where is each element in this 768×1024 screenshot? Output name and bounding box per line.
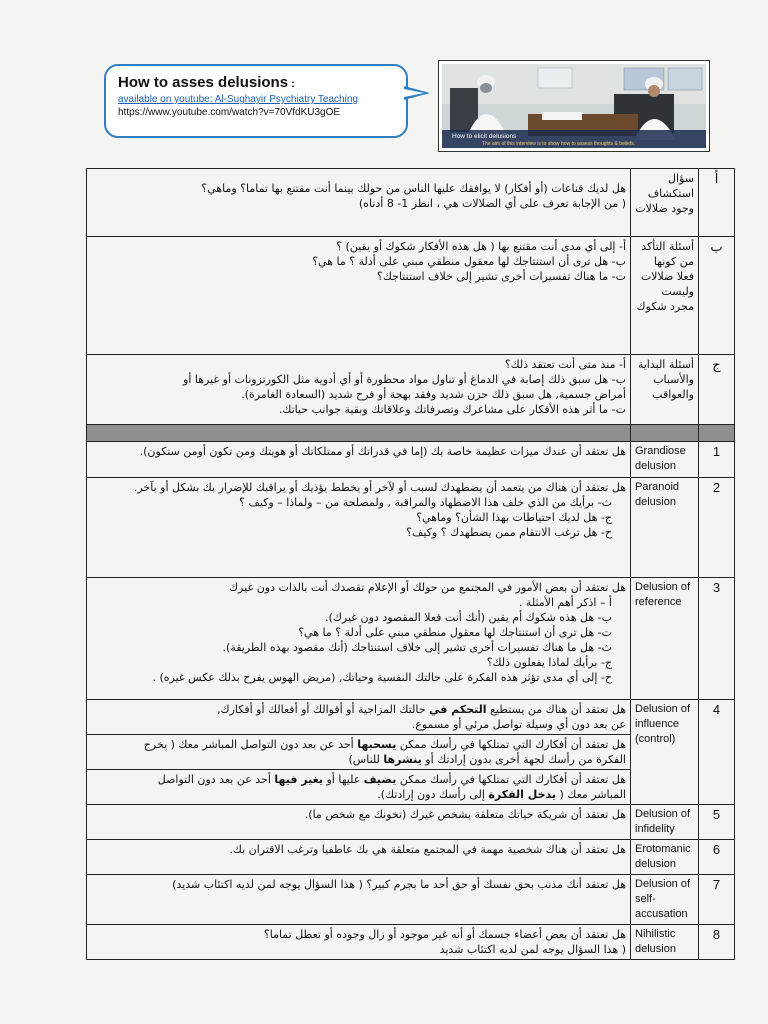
delusion-1-label: Grandiose delusion: [631, 442, 699, 478]
delusion-2-number: 2: [699, 478, 735, 578]
delusion-5-questions: هل تعتقد أن شريكة حياتك متعلقة بشخص غيرك (تخونك مع شخص ما).: [87, 805, 631, 840]
video-thumbnail[interactable]: [438, 60, 710, 152]
delusion-6-questions: هل تعتقد أن هناك شخصية مهمة في المجتمع متعلقة هي بك عاطفيا وترغب الاقتران بك.: [87, 840, 631, 875]
thumbnail-caption-title: How to elicit delusions: [452, 133, 517, 140]
delusion-3-number: 3: [699, 578, 735, 700]
section-b-label: أسئلة التأكد من كونها فعلا ضلالات وليست مجرد شكوك: [631, 237, 699, 355]
table-row: [87, 169, 735, 237]
delusion-5-label: Delusion of infidelity: [631, 805, 699, 840]
section-b-questions: أ- إلى أي مدى أنت مقتنع بها ( هل هذه الأفكار شكوك أو يقين) ؟ ب- هل ترى أن استنتاجك لها معقول منطقي مبني على أدلة ؟ ما هي؟ ت- ما هناك تفسيرات أخرى تشير إلى خلاف استنتاجك؟: [87, 237, 631, 355]
video-callout: [104, 64, 408, 138]
section-c-questions: أ- منذ متى أنت تعتقد ذلك؟ ب- هل سبق ذلك إصابة في الدماغ أو تناول مواد محظورة أو أي أدوية مثل الكورتزونات أو غيرها أو أمراض جسمية, هل سبق ذلك حزن شديد وفقد بهجة أو فرح شديد (السعادة الغامرة). ت- ما أثر هذه الأفكار على مشاعرك وتصرفاتك وعلاقاتك وبقية جوانب حياتك.: [87, 355, 631, 425]
delusion-7-number: 7: [699, 875, 735, 925]
delusion-8-label: Nihilistic delusion: [631, 925, 699, 960]
table-row: [87, 700, 735, 735]
table-row: [87, 925, 735, 960]
table-row: [87, 478, 735, 578]
delusion-6-label: Erotomanic delusion: [631, 840, 699, 875]
table-row: [87, 805, 735, 840]
delusion-1-number: 1: [699, 442, 735, 478]
delusion-2-questions: هل تعتقد أن هناك من يتعمد أن يضطهدك لسبب أو لآخر أو يخطط يؤذيك أو يراقبك للإضرار بك بشكل أو بآخر. ث- برأيك من الذي خلف هذا الاضطهاد والمراقبة , ولمصلحة من – ولماذا – وكيف ؟ ج- هل لديك احتياطات بهذا الشأن؟ وماهي؟ ح- هل ترغب الانتقام ممن يضطهدك ؟ وكيف؟: [87, 478, 631, 578]
table-row: [87, 237, 735, 355]
delusion-3-questions: هل تعتقد أن بعض الأمور في المجتمع من حولك أو الإعلام تقصدك أنت بالذات دون غيرك أ – اذكر أهم الأمثلة . ب- هل هذه شكوك أم يقين (أنك أنت فعلا المقصود دون غيرك). ت- هل ترى أن استنتاجك لها معقول منطقي مبني على أدلة ؟ ما هي؟ ث- هل ما هناك تفسيرات أخرى تشير إلى خلاف استنتاجك (أنك مقصود بهذه الطريقة). ج- برأيك لماذا يفعلون ذلك؟ ح- إلى أي مدى تؤثر هذه الفكرة على حالتك النفسية وحياتك, (مريض الهوس يفرح بذلك عكس غيره) .: [87, 578, 631, 700]
delusion-4a-questions: هل تعتقد أن هناك من يستطيع التحكم في حالتك المزاجية أو أقوالك أو أفعالك أو أفكارك, عن بعد دون أي وسيلة تواصل مرئي أو مسموع.: [87, 700, 631, 735]
video-url[interactable]: https://www.youtube.com/watch?v=70VfdKU3gOE: [118, 107, 341, 118]
interview-scene-image: [442, 64, 706, 148]
delusion-8-number: 8: [699, 925, 735, 960]
thumbnail-caption-subtitle: The aim of this interview is to show how to assess thoughts & beliefs.: [482, 141, 636, 147]
delusion-assessment-table: [86, 168, 735, 960]
table-row: [87, 442, 735, 478]
delusion-4c-questions: هل تعتقد أن أفكارك التي تمتلكها في رأسك ممكن يضيف عليها أو يغير فيها أحد عن بعد دون التواصل المباشر معك ( يدخل الفكرة إلى رأسك دون إرادتك).: [87, 770, 631, 805]
youtube-channel-link[interactable]: available on youtube: Al-Sughayir Psychiatry Teaching: [118, 94, 358, 105]
section-a-letter: أ: [699, 169, 735, 237]
divider-row: [87, 425, 735, 442]
section-a-label: سؤال استكشاف وجود ضلالات: [631, 169, 699, 237]
delusion-7-questions: هل تعتقد أنك مذنب بحق نفسك أو حق أحد ما بجرم كبير؟ ( هذا السؤال يوجه لمن لديه اكتئاب شديد): [87, 875, 631, 925]
delusion-4b-questions: هل تعتقد أن أفكارك التي تمتلكها في رأسك ممكن يسحبها أحد عن بعد دون التواصل المباشر معك ( يخرج الفكرة من رأسك لجهة أخرى بدون إرادتك أو ينشرها للناس): [87, 735, 631, 770]
delusion-4-label: Delusion of influence (control): [631, 700, 699, 805]
delusion-5-number: 5: [699, 805, 735, 840]
delusion-7-label: Delusion of self-accusation: [631, 875, 699, 925]
callout-title: How to asses delusions :: [118, 74, 295, 91]
section-c-label: أسئلة البداية والأسباب والعواقب: [631, 355, 699, 425]
delusion-2-label: Paranoid delusion: [631, 478, 699, 578]
delusion-8-questions: هل تعتقد أن بعض أعضاء جسمك أو أنه غير موجود أو زال وجوده أو تعطل تماما؟ ( هذا السؤال يوجه لمن لديه اكتئاب شديد: [87, 925, 631, 960]
delusion-6-number: 6: [699, 840, 735, 875]
table-row: [87, 840, 735, 875]
section-b-letter: ب: [699, 237, 735, 355]
table-row: [87, 355, 735, 425]
table-row: [87, 875, 735, 925]
delusion-4-number: 4: [699, 700, 735, 805]
delusion-3-label: Delusion of reference: [631, 578, 699, 700]
table-row: [87, 578, 735, 700]
section-c-letter: ج: [699, 355, 735, 425]
section-a-questions: هل لديك قناعات (أو أفكار) لا يوافقك عليها الناس من حولك بينما أنت مقتنع بها تماما؟ وماهي؟ ( من الإجابة تعرف على أي الضلالات هي ، انظر 1- 8 أدناه): [87, 169, 631, 237]
delusion-1-questions: هل تعتقد أن عندك ميزات عظيمة خاصة بك (إما في قدراتك أو ممتلكاتك أو هويتك ومن تكون أومن ستكون).: [87, 442, 631, 478]
